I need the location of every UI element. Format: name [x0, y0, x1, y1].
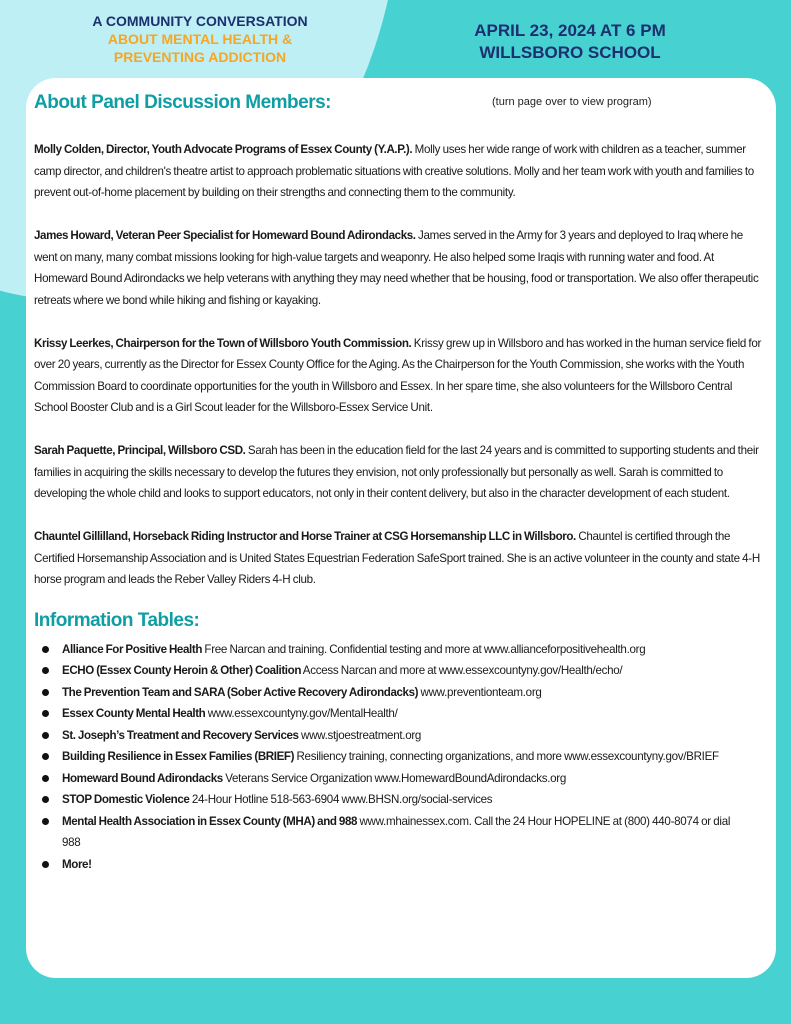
list-item: [34, 660, 766, 682]
event-title-line1: A COMMUNITY CONVERSATION: [92, 13, 308, 29]
org-desc: www.essexcountyny.gov/MentalHealth/: [207, 707, 398, 720]
member-bio: Sarah has been in the education field for the last 24 years and is committed to supporting students and their families in acquiring the skills necessary to develop the futures they envision, not only professionally but personally as well. Sarah is committed to developing the whole child and looks to support educators, not only in their content delivery, but also in the character development of each student.: [34, 444, 759, 500]
event-details: [420, 20, 720, 64]
org-name: The Prevention Team and SARA (Sober Active Recovery Adirondacks): [62, 685, 419, 699]
bullet-icon: [42, 753, 49, 760]
turn-page-note: (turn page over to view program): [492, 96, 652, 108]
org-desc: Resiliency training, connecting organizations, and more www.essexcountyny.gov/BRIEF: [296, 750, 719, 763]
member-name: James Howard, Veteran Peer Specialist for Homeward Bound Adirondacks.: [34, 229, 416, 242]
panel-member: [34, 139, 766, 204]
event-title-line2: ABOUT MENTAL HEALTH &: [107, 31, 293, 47]
info-tables-list: [34, 639, 766, 876]
bullet-icon: [42, 861, 49, 868]
member-name: Molly Colden, Director, Youth Advocate Programs of Essex County (Y.A.P.).: [34, 143, 413, 156]
org-desc: Access Narcan and more at www.essexcountyny.gov/Health/echo/: [302, 664, 623, 677]
info-section-title: Information Tables:: [34, 609, 200, 631]
list-item: [34, 639, 766, 661]
bullet-icon: [42, 796, 49, 803]
member-bio: Krissy grew up in Willsboro and has worked in the human service field for over 20 years, currently as the Director for Essex County Office for the Aging. As the Chairperson for the Youth Commission, she works with the Youth Commission Board to coordinate opportunities for the youth in Willsboro and Essex. In her spare time, she also volunteers for the Willsboro Central School Booster Club and is a Girl Scout leader for the Willsboro-Essex Service Unit.: [34, 336, 762, 414]
org-name: Building Resilience in Essex Families (BRIEF): [62, 750, 295, 763]
bullet-icon: [42, 667, 49, 674]
org-name: Essex County Mental Health: [62, 707, 206, 720]
panel-member: [34, 440, 766, 505]
event-date: APRIL 23, 2024 AT 6 PM: [474, 21, 666, 40]
list-item: [34, 768, 766, 790]
org-name: St. Joseph’s Treatment and Recovery Services: [62, 728, 299, 742]
list-item: [34, 746, 766, 768]
list-item: [34, 811, 766, 854]
bullet-icon: [42, 818, 49, 825]
member-name: Chauntel Gillilland, Horseback Riding Instructor and Horse Trainer at CSG Horsemanship LLC in Willsboro.: [34, 530, 576, 543]
bullet-icon: [42, 710, 49, 717]
org-desc: www.preventionteam.org: [420, 685, 542, 699]
list-item: [34, 682, 766, 704]
panel-member: [34, 333, 766, 419]
panel-member: [34, 225, 766, 311]
org-name: STOP Domestic Violence: [62, 793, 190, 806]
org-desc: Free Narcan and training. Confidential testing and more at www.allianceforpositivehealth.org: [204, 642, 646, 656]
bullet-icon: [42, 732, 49, 739]
member-bio: Chauntel is certified through the Certified Horsemanship Association and is United States Equestrian Federation SafeSport trained. She is an active volunteer in the county and state 4-H horse program and leads the Reber Valley Riders 4-H club.: [34, 530, 760, 586]
member-bio: Molly uses her wide range of work with children as a teacher, summer camp director, and children's theatre artist to approach problematic situations with creative solutions. Molly and her team work with youth and families to prevent out-of-home placement by building on their strengths and connecting them to the community.: [34, 143, 754, 199]
org-name: More!: [62, 857, 92, 871]
org-desc: 24-Hour Hotline 518-563-6904 www.BHSN.org/social-services: [191, 793, 493, 806]
event-location: WILLSBORO SCHOOL: [479, 43, 661, 62]
list-item: [34, 854, 766, 876]
org-name: Alliance For Positive Health: [62, 642, 202, 656]
bullet-icon: [42, 646, 49, 653]
panel-member: [34, 526, 766, 591]
main-content: [34, 89, 766, 875]
member-bio: James served in the Army for 3 years and deployed to Iraq where he went on many, many combat missions looking for high-value targets and weaponry. He also helped some Iraqis with running water and food. At Homeward Bound Adirondacks we help veterans with anything they may need whether that be housing, food or transportation. We also offer therapeutic retreats where we bond while hiking and fishing or kayaking.: [34, 229, 759, 307]
org-name: Mental Health Association in Essex County (MHA) and 988: [62, 814, 358, 828]
list-item: [34, 703, 766, 725]
panel-section-title: About Panel Discussion Members:: [34, 92, 332, 113]
panel-members-list: [34, 139, 766, 591]
org-desc: www.mhainessex.com. Call the 24 Hour HOPELINE at (800) 440-8074 or dial 988: [62, 814, 731, 849]
member-name: Sarah Paquette, Principal, Willsboro CSD.: [34, 444, 246, 457]
org-name: Homeward Bound Adirondacks: [62, 771, 223, 785]
event-title: [55, 12, 345, 66]
org-desc: www.stjoestreatment.org: [301, 728, 422, 742]
event-title-line3: PREVENTING ADDICTION: [113, 49, 287, 65]
list-item: [34, 789, 766, 811]
list-item: [34, 725, 766, 747]
bullet-icon: [42, 689, 49, 696]
member-name: Krissy Leerkes, Chairperson for the Town of Willsboro Youth Commission.: [34, 336, 412, 350]
panel-header-row: [34, 89, 766, 117]
org-desc: Veterans Service Organization www.HomewardBoundAdirondacks.org: [225, 771, 567, 785]
bullet-icon: [42, 775, 49, 782]
org-name: ECHO (Essex County Heroin & Other) Coalition: [62, 664, 301, 677]
